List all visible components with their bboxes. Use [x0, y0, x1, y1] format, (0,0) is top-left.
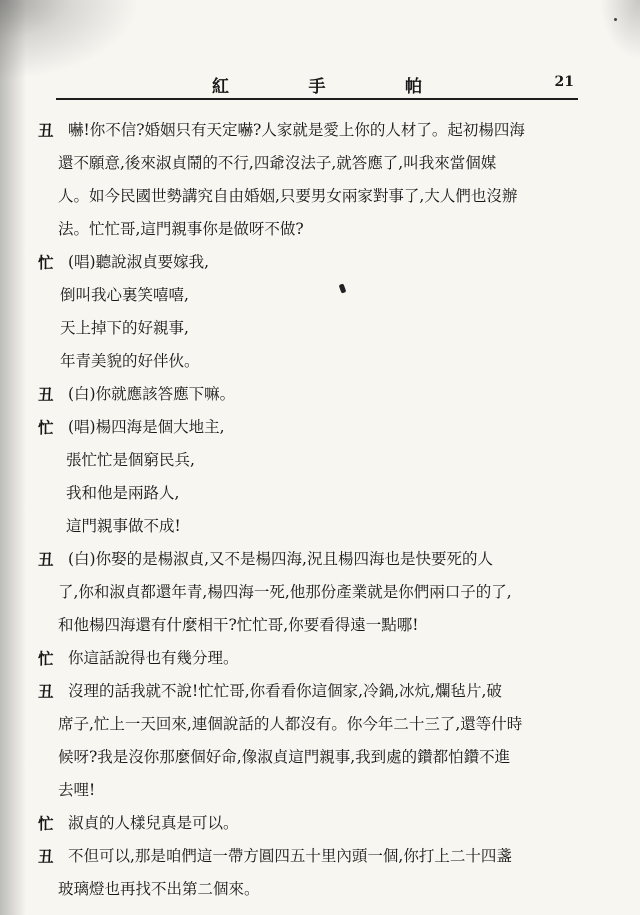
text-line [38, 279, 598, 312]
text-line [38, 477, 598, 510]
speaker-label: 丑 [38, 847, 54, 866]
page-number: 21 [554, 74, 574, 90]
dialogue-continuation: 人。如今民國世勢講究自由婚姻,只要男女兩家對事了,大人們也沒辦 [58, 187, 518, 205]
scan-corner-shadow [0, 0, 140, 80]
dialogue-continuation: 天上掉下的好親事, [60, 319, 189, 337]
running-header [60, 72, 580, 96]
dialogue-continuation: 還不願意,後來淑貞鬧的不行,四爺沒法子,就答應了,叫我來當個媒 [58, 154, 497, 172]
text-line [38, 411, 598, 444]
text-line [38, 642, 598, 675]
dialogue-continuation: 去哩! [58, 781, 96, 799]
text-line [38, 510, 598, 543]
text-line [38, 675, 598, 708]
text-line [38, 543, 598, 576]
ink-speck [614, 18, 617, 21]
dialogue-text: 沒理的話我就不說!忙忙哥,你看看你這個家,冷鍋,冰炕,爛毡片,破 [68, 682, 502, 700]
speaker-label: 忙 [38, 253, 54, 272]
dialogue-continuation: 年青美貌的好伴伙。 [60, 352, 200, 370]
text-line [38, 708, 598, 741]
text-line [38, 873, 598, 906]
scan-corner-shadow-right [600, 0, 640, 60]
dialogue-continuation: 候呀?我是沒你那麼個好命,像淑貞這門親事,我到處的鑽都怕鑽不進 [58, 748, 511, 766]
speaker-label: 丑 [38, 550, 54, 569]
title-char: 帕 [405, 77, 422, 97]
dialogue-continuation: 席子,忙上一天回來,連個說話的人都沒有。你今年二十三了,還等什時 [58, 715, 523, 733]
speaker-label: 忙 [38, 418, 54, 437]
text-line [38, 114, 598, 147]
dialogue-text: 淑貞的人樣兒真是可以。 [68, 814, 239, 832]
text-line [38, 774, 598, 807]
text-line [38, 378, 598, 411]
text-line [38, 312, 598, 345]
book-title [212, 72, 422, 97]
dialogue-text: 不但可以,那是咱們這一帶方圓四五十里內頭一個,你打上二十四盞 [68, 847, 512, 865]
text-line [38, 609, 598, 642]
text-line [38, 807, 598, 840]
text-line [38, 741, 598, 774]
text-line [38, 345, 598, 378]
header-rule [56, 98, 578, 100]
dialogue-continuation: 倒叫我心裏笑嘻嘻, [60, 286, 189, 304]
speaker-label: 丑 [38, 385, 54, 404]
text-line [38, 840, 598, 873]
speaker-label: 忙 [38, 814, 54, 833]
dialogue-text: (白)你娶的是楊淑貞,又不是楊四海,況且楊四海也是快要死的人 [68, 550, 493, 568]
speaker-label: 忙 [38, 649, 54, 668]
speaker-label: 丑 [38, 682, 54, 701]
dialogue-continuation: 這門親事做不成! [66, 517, 181, 535]
speaker-label: 丑 [38, 121, 54, 140]
script-text [38, 114, 598, 906]
text-line [38, 444, 598, 477]
dialogue-text: 你這話說得也有幾分理。 [68, 649, 239, 667]
dialogue-continuation: 法。忙忙哥,這門親事你是做呀不做? [58, 220, 304, 238]
dialogue-continuation: 了,你和淑貞都還年青,楊四海一死,他那份產業就是你們兩口子的了, [58, 583, 512, 601]
dialogue-continuation: 和他楊四海還有什麼相干?忙忙哥,你要看得遠一點哪! [58, 616, 419, 634]
text-line [38, 213, 598, 246]
text-line [38, 180, 598, 213]
dialogue-text: (白)你就應該答應下嘛。 [68, 385, 236, 403]
binding-shadow [0, 0, 26, 915]
text-line [38, 576, 598, 609]
dialogue-text: 嚇!你不信?婚姻只有天定嚇?人家就是愛上你的人材了。起初楊四海 [68, 121, 525, 139]
text-line [38, 246, 598, 279]
text-line [38, 147, 598, 180]
title-char: 手 [308, 77, 326, 97]
dialogue-continuation: 我和他是兩路人, [66, 484, 180, 502]
dialogue-continuation: 張忙忙是個窮民兵, [66, 451, 195, 469]
dialogue-text: (唱)聽說淑貞要嫁我, [68, 253, 210, 271]
title-char: 紅 [212, 77, 229, 97]
dialogue-continuation: 玻璃燈也再找不出第二個來。 [58, 880, 260, 898]
dialogue-text: (唱)楊四海是個大地主, [68, 418, 225, 436]
